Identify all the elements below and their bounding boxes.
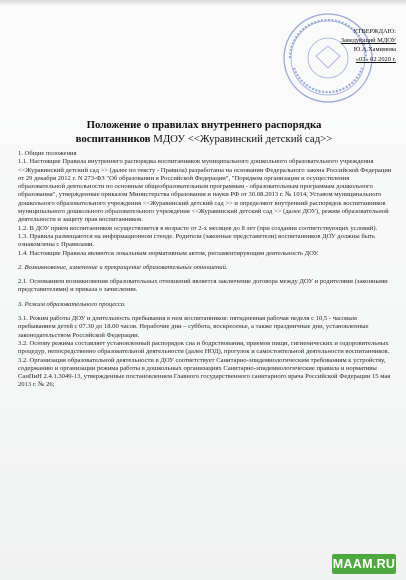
approval-heading: УТВЕРЖДАЮ:	[353, 28, 396, 35]
document-title	[24, 118, 384, 146]
title-line-2-rest: МДОУ <<Журавинский детский сад>>	[153, 133, 333, 145]
approval-date: «03» 02 2020 г.	[355, 56, 396, 63]
approval-block	[300, 27, 396, 64]
section-heading-3: 3. Режим образовательного процесса.	[18, 300, 126, 308]
section-heading-2: 2. Возникновение, изменение и прекращение образовательных отношений.	[18, 263, 228, 271]
paragraph-1-1: 1.1. Настоящие Правила внутреннего распорядка воспитанников муниципального дошкольного образовательного учреждения <<Журавинский детский сад >> (далее по тексту - Правила) разработаны на основании Федерального закона Российской Федерации от 29 декабря 2012 г. N 273-ФЗ "Об образовании в Российской Федерации", "Порядком организации и осуществления образовательной деятельности по основным общеобразовательным программам - образовательным программам дошкольного образования", утвержденные приказом Министерства образования и науки РФ от 30.08.2013 г. № 1014, Уставом муниципального дошкольного образовательного учреждения <<Журавинский детский сад >> и определяют внутренний распорядок воспитанников муниципального дошкольного образовательного учреждения <<Журавинский детский сад >> (далее ДОУ), режим образовательной деятельности и защиту прав воспитанников.	[18, 158, 392, 224]
paragraph-1-2: 1.2. В ДОУ прием воспитанников осуществляется в возрасте от 2-х месяцев до 8 лет (при создании соответствующих условий).	[18, 224, 378, 232]
title-line-2-bold: воспитанников	[75, 133, 151, 145]
paragraph-1-4: 1.4. Настоящие Правила являются локальным нормативным актом, регламентирующим деятельность ДОУ.	[18, 249, 319, 257]
title-line-2	[24, 132, 384, 146]
paragraph-3-2: 3.2. Основу режима составляет установленный распорядок сна и бодрствования, приемов пищи, гигиенических и оздоровительных процедур, непосредственно образовательной деятельности (далее НОД), прогулок и самостоятельной деятельности воспитанников.	[18, 339, 390, 356]
approval-name: Ю.А.Хамимова	[353, 46, 396, 53]
section-heading-1: 1. Общие положения	[18, 150, 77, 157]
paragraph-3-3: 3.2. Организация образовательной деятельности в ДОУ соответствует Санитарно-эпидемиологическим требованиям к устройству, содержанию и организации режима работы в дошкольных организациях Санитарно-эпидемиологические правила и нормативы СанПиН 2.4.1.3049-13, утвержденные постановлением Главного государственного санитарного врача Российской Федерации 15 мая 2013 г. № 26;	[18, 356, 391, 389]
approval-position: Заведующий МДОУ	[340, 37, 396, 44]
paragraph-3-1: 3.1. Режим работы ДОУ и длительность пребывания в нем воспитанников: пятидневная рабочая неделя с 10,5 - часовым пребыванием детей с 07.30 до 18.00 часов. Нерабочие дни – суббота, воскресенье, а также праздничные дни, установленные законодательством Российской Федерации.	[18, 315, 369, 339]
maam-watermark-badge[interactable]: MAAM.RU	[332, 554, 396, 574]
paragraph-1-3: 1.3. Правила размещаются на информационном стенде. Родители (законные представители) воспитанников ДОУ должны быть ознакомлены с Правилами.	[18, 232, 375, 249]
paragraph-2-1: 2.1. Основанием возникновения образовательных отношений является заключение договора между ДОУ и родителями (законными представителями) и приказа о зачислении.	[18, 278, 388, 294]
title-line-1: Положение о правилах внутреннего распорядка	[86, 119, 322, 131]
document-body	[18, 150, 396, 390]
